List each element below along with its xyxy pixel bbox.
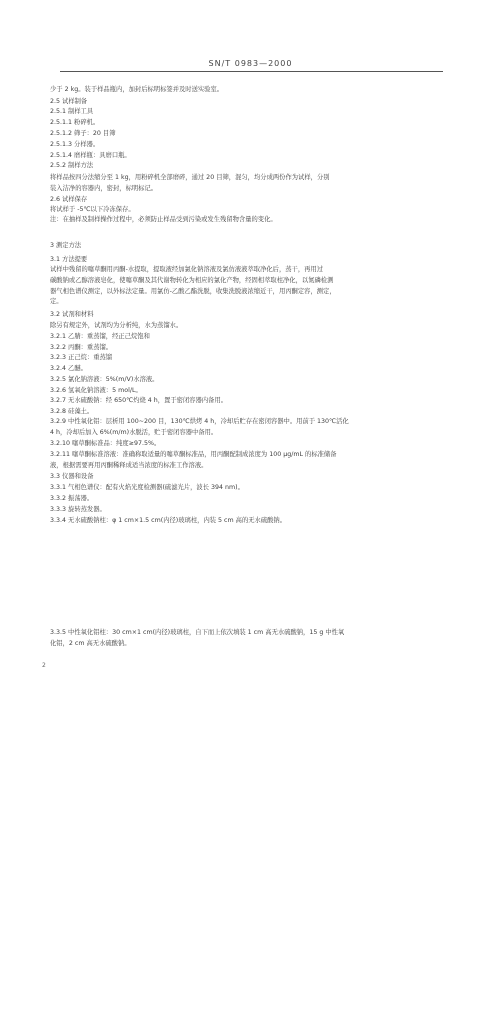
text-line: 3.2.3 正己烷：重蒸馏 [50,354,113,361]
text-line: 2.5.1 制样工具 [50,108,94,115]
text-line: 试样中残留的噻草酮用丙酮-水提取，提取液经加氯化钠溶液及氯仿液液萃取净化后，蒸干，再用过 [50,266,324,273]
text-line: 3.2 试剂和材料 [50,311,94,318]
text-line: 2.5.1.1 粉碎机。 [50,119,100,126]
text-line: 3.1 方法提要 [50,256,88,263]
text-line: 2.5.1.3 分样器。 [50,141,100,148]
text-line: 少于 2 kg。装于样品瓶内，加封后标明标签并及时送实验室。 [50,86,224,93]
text-line: 3.2.4 乙醚。 [50,365,87,372]
text-line: 定。 [50,298,63,305]
text-line: 4 h，冷却后加入 6%(m/m)水脱活，贮于密闭容器中备用。 [50,429,218,436]
text-line: 3.3.5 中性氧化铝柱：30 cm×1 cm(内径)玻璃柱，自下而上依次填装 1 cm 高无水硫酸钠，15 g 中性氧 [50,629,345,636]
page-header: SN/T 0983—2000 [208,59,293,68]
text-line: 3 测定方法 [50,242,82,249]
text-line: 除另有规定外，试剂均为分析纯，水为蒸馏水。 [50,322,183,329]
text-line: 3.2.9 中性氧化铝：层析用 100~200 目，130℃烘烤 4 h，冷却后贮存在密闭容器中。用前于 130℃活化 [50,418,349,425]
text-line: 3.3.1 气相色谱仪：配有火焰光度检测器(硫滤光片，波长 394 nm)。 [50,484,244,491]
text-line: 将试样于 -5℃以下冷冻保存。 [50,206,135,213]
text-line: 3.3.4 无水硫酸钠柱：φ 1 cm×1.5 cm(内径)玻璃柱，内装 5 cm 高的无水硫酸钠。 [50,517,287,524]
page-number: 2 [42,662,46,669]
text-line: 3.2.10 噻草酮标准品：纯度≥97.5%。 [50,440,161,447]
text-line: 3.3 仪器和设备 [50,473,94,480]
text-line: 液，根据需要再用丙酮稀释成适当浓度的标准工作溶液。 [50,462,208,469]
text-line: 器气相色谱仪测定，以外标法定量。用氯仿-乙酸乙酯洗脱，收集洗脱液浓缩近干，用丙酮定容，测定， [50,288,336,295]
text-line: 3.3.2 振荡器。 [50,495,94,502]
text-line: 3.2.8 硅藻土。 [50,408,94,415]
text-line: 2.5.1.2 筛子：20 目筛 [50,130,116,137]
text-line: 2.6 试样保存 [50,196,88,203]
text-line: 碳酸钠或乙醇溶液皂化，使噻草酮及其代谢物转化为相应的氯化产物，经固相萃取柱净化，以氮磷检测 [50,277,334,284]
text-line: 2.5.1.4 磨样瓶：具磨口瓶。 [50,152,131,159]
text-line: 3.2.7 无水硫酸钠：经 650℃灼烧 4 h，置于密闭容器内备用。 [50,397,228,404]
text-line: 3.2.11 噻草酮标准溶液：准确称取适量的噻草酮标准品，用丙酮配制成浓度为 100 μg/mL 的标准储备 [50,451,337,458]
text-line: 3.2.1 乙腈：重蒸馏，经正己烷饱和 [50,333,150,340]
text-line: 2.5 试样制备 [50,98,88,105]
text-line: 装入洁净的容器内，密封，标明标记。 [50,185,158,192]
text-line: 3.2.6 氢氧化钠溶液：5 mol/L。 [50,387,142,394]
text-line: 化铝，2 cm 高无水硫酸钠。 [50,640,131,647]
text-line: 注：在抽样及制样操作过程中，必须防止样品受到污染或发生残留物含量的变化。 [50,216,277,223]
text-line: 将样品按四分法缩分至 1 kg，用粉碎机全部磨碎，通过 20 目筛，混匀，均分成两份作为试样，分别 [50,174,330,181]
text-line: 3.2.5 氯化钠溶液：5%(m/V)水溶液。 [50,376,159,383]
text-line: 3.3.3 旋转蒸发器。 [50,506,106,513]
text-line: 2.5.2 制样方法 [50,162,94,169]
text-line: 3.2.2 丙酮：重蒸馏。 [50,344,113,351]
header-rule [60,71,443,72]
